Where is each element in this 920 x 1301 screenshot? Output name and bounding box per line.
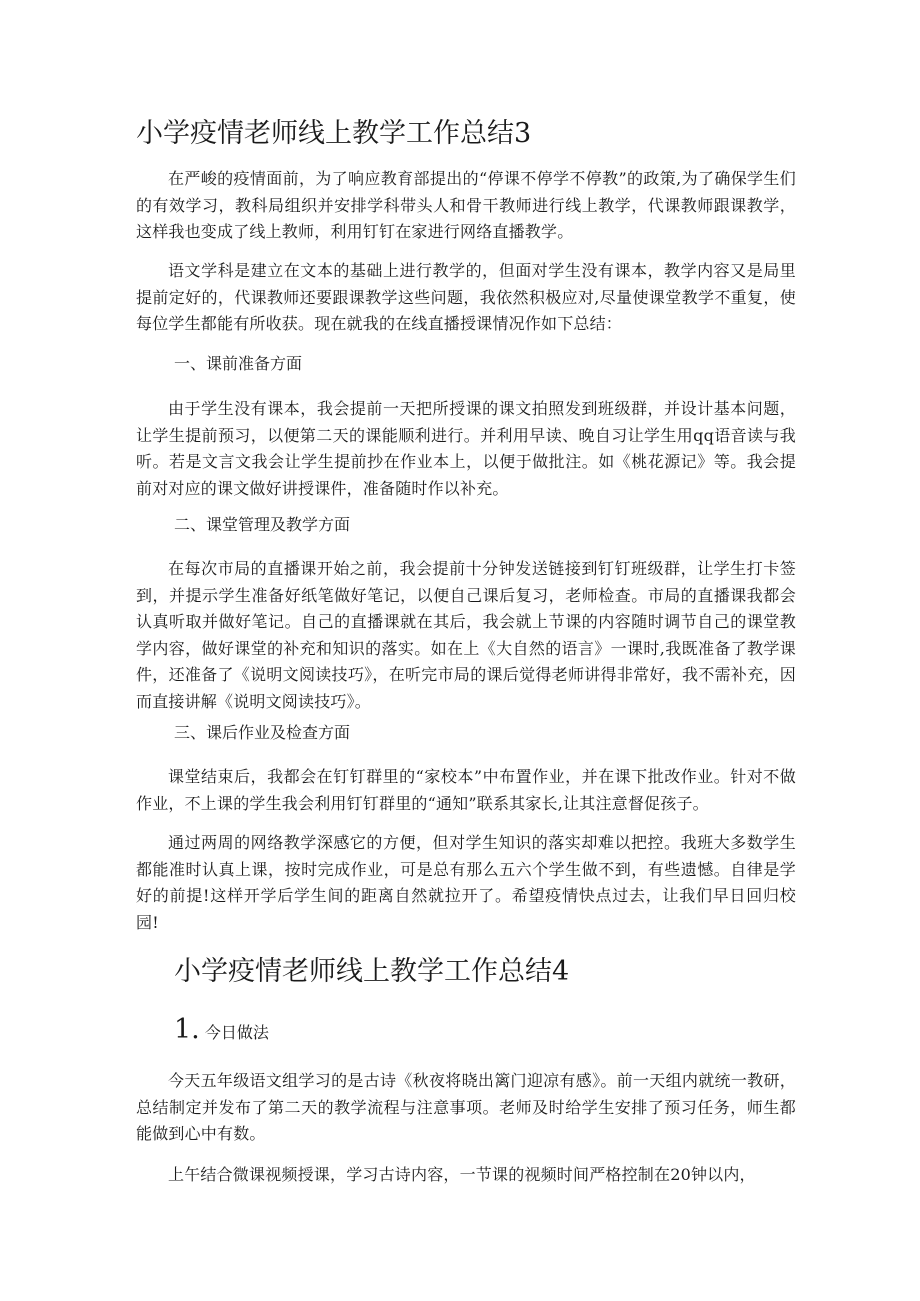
section3-paragraph-2: 语文学科是建立在文本的基础上进行教学的，但面对学生没有课本，教学内容又是局里提前定好的，代课教师还要跟课教学这些问题，我依然积极应对,尽量使课堂教学不重复，使每位学生都能有所收获。现在就我的在线直播授课情况作如下总结： [136, 261, 796, 333]
section3-intro-paragraph: 在严峻的疫情面前，为了响应教育部提出的“停课不停学不停教”的政策,为了确保学生们的有效学习，教科局组织并安排学科带头人和骨干教师进行线上教学，代课教师跟课教学，这样我也变成了线上教师，利用钉钉在家进行网络直播教学。 [136, 169, 796, 241]
section3-heading-3: 三、课后作业及检查方面 [174, 723, 351, 742]
section3-paragraph-4: 在每次市局的直播课开始之前，我会提前十分钟发送链接到钉钉班级群，让学生打卡签到，并提示学生准备好纸笔做好笔记，以便自己课后复习，老师检查。市局的直播课我都会认真听取并做好笔记。自己的直播课就在其后，我会就上节课的内容随时调节自己的课堂教学内容，做好课堂的补充和知识的落实。如在上《大自然的语言》一课时,我既准备了教学课件，还准备了《说明文阅读技巧》，在听完市局的课后觉得老师讲得非常好，我不需补充，因而直接讲解《说明文阅读技巧》。 [136, 559, 796, 711]
section3-paragraph-6: 通过两周的网络教学深感它的方便，但对学生知识的落实却难以把控。我班大多数学生都能准时认真上课，按时完成作业，可是总有那么五六个学生做不到，有些遗憾。自律是学好的前提!这样开学后学生间的距离自然就拉开了。希望疫情快点过去，让我们早日回归校园! [136, 833, 796, 932]
section4-item-heading [174, 1012, 269, 1051]
section4-item-number: 1. [174, 1014, 200, 1045]
section4-paragraph-1: 今天五年级语文组学习的是古诗《秋夜将晓出篱门迎凉有感》。前一天组内就统一教研，总结制定并发布了第二天的教学流程与注意事项。老师及时给学生安排了预习任务，师生都能做到心中有数。 [136, 1071, 796, 1143]
section3-heading-1: 一、课前准备方面 [174, 354, 303, 373]
section3-paragraph-3: 由于学生没有课本，我会提前一天把所授课的课文拍照发到班级群，并设计基本问题，让学生提前预习，以便第二天的课能顺利进行。并利用早读、晚自习让学生用qq语音读与我听。若是文言文我会让学生提前抄在作业本上，以便于做批注。如《桃花源记》等。我会提前对对应的课文做好讲授课件，准备随时作以补充。 [136, 399, 796, 498]
section4-title: 小学疫情老师线上教学工作总结4 [174, 956, 570, 987]
section3-paragraph-5: 课堂结束后，我都会在钉钉群里的“家校本”中布置作业，并在课下批改作业。针对不做作业，不上课的学生我会利用钉钉群里的“通知”联系其家长,让其注意督促孩子。 [136, 767, 796, 813]
section3-title: 小学疫情老师线上教学工作总结3 [136, 118, 532, 149]
section4-paragraph-2: 上午结合微课视频授课，学习古诗内容，一节课的视频时间严格控制在20钟以内， [168, 1165, 756, 1184]
section4-item-label: 今日做法 [204, 1023, 269, 1042]
section3-heading-2: 二、课堂管理及教学方面 [174, 515, 351, 534]
